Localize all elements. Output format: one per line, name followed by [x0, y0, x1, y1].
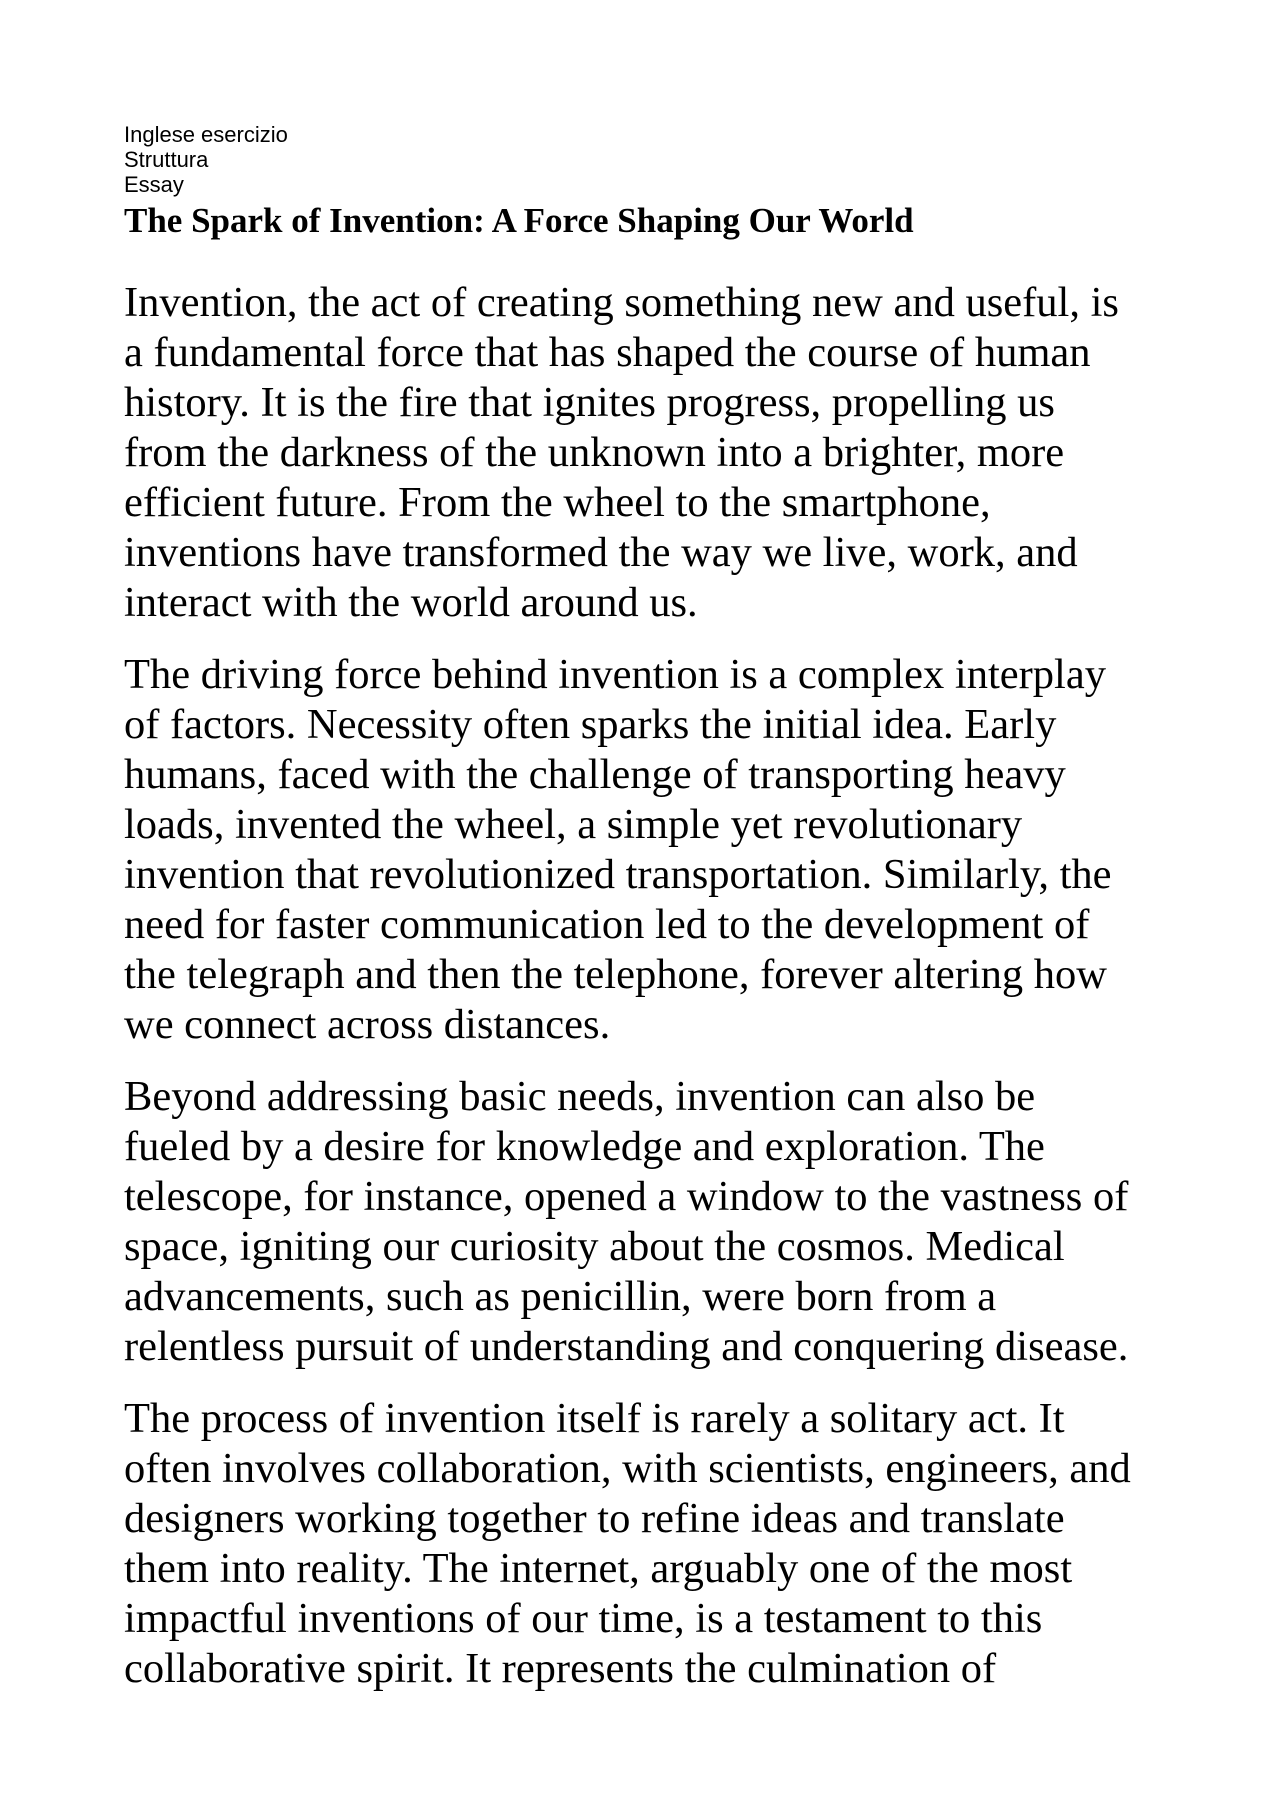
text-line: need for faster communication led to the development of — [124, 901, 1090, 948]
header-type-label: Essay — [124, 172, 184, 197]
text-line: designers working together to refine ideas and translate — [124, 1495, 1065, 1542]
text-line: them into reality. The internet, arguably one of the most — [124, 1545, 1073, 1592]
text-line: often involves collaboration, with scientists, engineers, and — [124, 1445, 1131, 1492]
text-line: collaborative spirit. It represents the culmination of — [124, 1645, 997, 1692]
text-line: space, igniting our curiosity about the cosmos. Medical — [124, 1223, 1065, 1270]
paragraph-3 — [124, 1072, 1184, 1372]
text-line: Invention, the act of creating something new and useful, is — [124, 279, 1119, 326]
text-line: fueled by a desire for knowledge and exploration. The — [124, 1123, 1045, 1170]
text-line: of factors. Necessity often sparks the initial idea. Early — [124, 701, 1057, 748]
text-line: advancements, such as penicillin, were born from a — [124, 1273, 997, 1320]
text-line: Beyond addressing basic needs, invention can also be — [124, 1073, 1036, 1120]
text-line: relentless pursuit of understanding and conquering disease. — [124, 1323, 1129, 1370]
essay-title: The Spark of Invention: A Force Shaping Our World — [124, 201, 914, 240]
text-line: the telegraph and then the telephone, forever altering how — [124, 951, 1107, 998]
text-line: impactful inventions of our time, is a testament to this — [124, 1595, 1043, 1642]
text-line: The process of invention itself is rarely a solitary act. It — [124, 1395, 1065, 1442]
text-line: The driving force behind invention is a complex interplay — [124, 651, 1106, 698]
paragraph-2 — [124, 650, 1184, 1050]
text-line: efficient future. From the wheel to the smartphone, — [124, 479, 991, 526]
header-section-label: Struttura — [124, 147, 209, 172]
text-line: from the darkness of the unknown into a brighter, more — [124, 429, 1065, 476]
text-line: interact with the world around us. — [124, 579, 698, 626]
essay-body — [124, 278, 1184, 1716]
text-line: a fundamental force that has shaped the course of human — [124, 329, 1091, 376]
document-header — [124, 122, 1124, 197]
header-course-label: Inglese esercizio — [124, 122, 288, 147]
text-line: invention that revolutionized transportation. Similarly, the — [124, 851, 1112, 898]
text-line: telescope, for instance, opened a window to the vastness of — [124, 1173, 1129, 1220]
text-line: loads, invented the wheel, a simple yet revolutionary — [124, 801, 1023, 848]
paragraph-1 — [124, 278, 1184, 628]
text-line: humans, faced with the challenge of transporting heavy — [124, 751, 1066, 798]
text-line: history. It is the fire that ignites progress, propelling us — [124, 379, 1055, 426]
paragraph-4 — [124, 1394, 1184, 1694]
text-line: we connect across distances. — [124, 1001, 611, 1048]
text-line: inventions have transformed the way we live, work, and — [124, 529, 1078, 576]
